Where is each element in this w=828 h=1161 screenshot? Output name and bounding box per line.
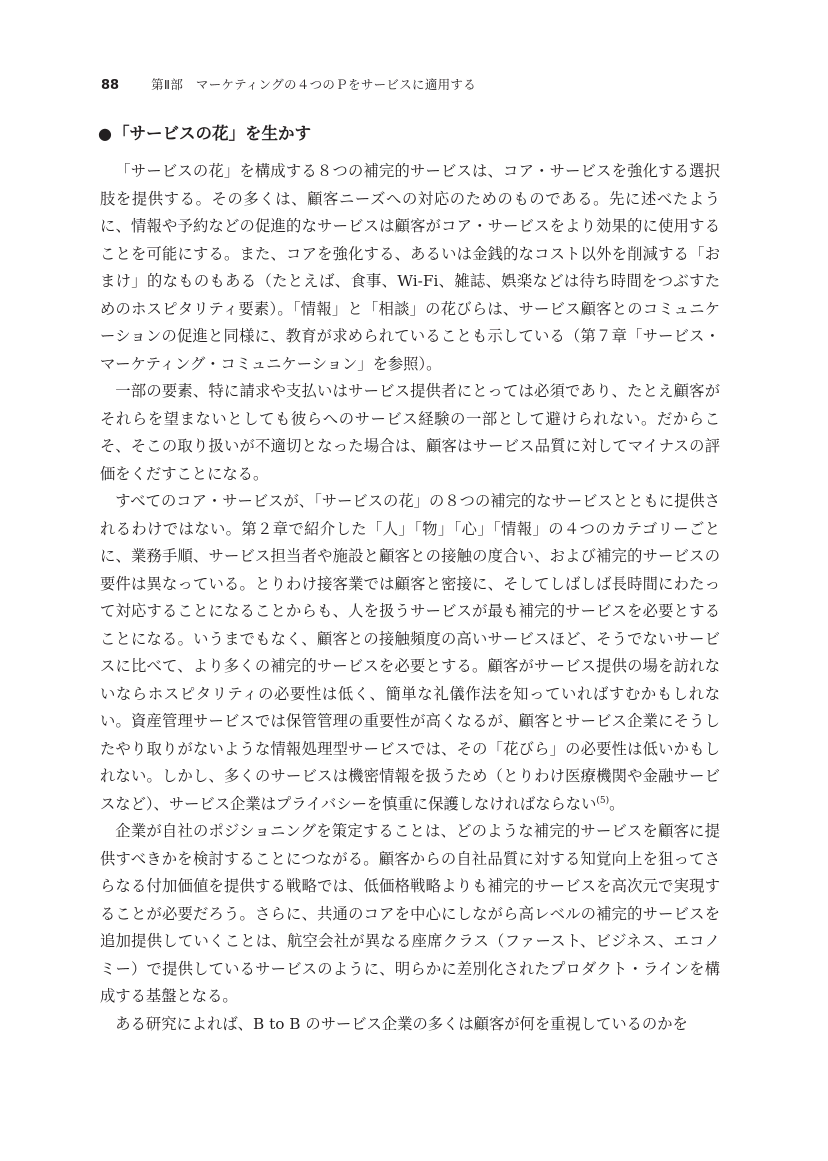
body-text bbox=[100, 158, 720, 1038]
paragraph-text: すべてのコア・サービスが、「サービスの花」の８つの補完的なサービスとともに提供されるわけではない。第２章で紹介した「人」「物」「心」「情報」の４つのカテゴリーごとに、業務手順、サービス担当者や施設と顧客との接触の度合い、および補完的サービスの要件は異なっている。とりわけ接客業では顧客と密接に、そしてしばしば長時間にわたって対応することになることからも、人を扱うサービスが最も補完的サービスを必要とすることになる。いうまでもなく、顧客との接触頻度の高いサービスほど、そうでないサービスに比べて、より多くの補完的サービスを必要とする。顧客がサービス提供の場を訪れないならホスピタリティの必要性は低く、簡単な礼儀作法を知っていればすむかもしれない。資産管理サービスでは保管管理の重要性が高くなるが、顧客とサービス企業にそうしたやり取りがないような情報処理型サービスでは、その「花びら」の必要性は低いかもしれない。しかし、多くのサービスは機密情報を扱うため（とりわけ医療機関や金融サービスなど）、サービス企業はプライバシーを慎重に保護しなければならない bbox=[100, 492, 720, 813]
paragraph-tail: 。 bbox=[609, 794, 625, 813]
chapter-title: 第Ⅱ部 マーケティングの４つのＰをサービスに適用する bbox=[151, 77, 477, 92]
paragraph-text: 「サービスの花」を構成する８つの補完的サービスは、コア・サービスを強化する選択肢を提供する。その多くは、顧客ニーズへの対応のためのものである。先に述べたように、情報や予約などの促進的なサービスは顧客がコア・サービスをより効果的に使用することを可能にする。また、コアを強化する、あるいは金銭的なコスト以外を削減する「おまけ」的なものもある（たとえば、食事、Wi-Fi、雑誌、娯楽などは待ち時間をつぶすためのホスピタリティ要素）。「情報」と「相談」の花びらは、サービス顧客とのコミュニケーションの促進と同様に、教育が求められていることも示している（第７章「サービス・マーケティング・コミュニケーション」を参照）。 bbox=[100, 162, 720, 373]
paragraph-4 bbox=[100, 818, 720, 1011]
paragraph-3 bbox=[100, 488, 720, 818]
section-heading bbox=[98, 121, 311, 147]
footnote-reference: (5) bbox=[596, 795, 610, 806]
paragraph-text: 企業が自社のポジショニングを策定することは、どのような補完的サービスを顧客に提供すべきかを検討することにつながる。顧客からの自社品質に対する知覚向上を狙ってさらなる付加価値を提供する戦略では、低価格戦略よりも補完的サービスを高次元で実現することが必要だろう。さらに、共通のコアを中心にしながら高レベルの補完的サービスを追加提供していくことは、航空会社が異なる座席クラス（ファースト、ビジネス、エコノミー）で提供しているサービスのように、明らかに差別化されたプロダクト・ラインを構成する基盤となる。 bbox=[100, 822, 720, 1005]
paragraph-2 bbox=[100, 378, 720, 488]
paragraph-text: 一部の要素、特に請求や支払いはサービス提供者にとっては必須であり、たとえ顧客がそれらを望まないとしても彼らへのサービス経験の一部として避けられない。だからこそ、そこの取り扱いが不適切となった場合は、顧客はサービス品質に対してマイナスの評価をくだすことになる。 bbox=[100, 382, 720, 483]
paragraph-1 bbox=[100, 158, 720, 378]
paragraph-text: ある研究によれば、B to B のサービス企業の多くは顧客が何を重視しているのかを bbox=[115, 1014, 688, 1033]
section-heading-text: 「サービスの花」を生かす bbox=[112, 124, 311, 143]
page-number: 88 bbox=[101, 78, 120, 93]
running-header bbox=[101, 74, 476, 96]
paragraph-5 bbox=[100, 1011, 720, 1039]
bullet-circle-icon: ● bbox=[98, 124, 112, 143]
